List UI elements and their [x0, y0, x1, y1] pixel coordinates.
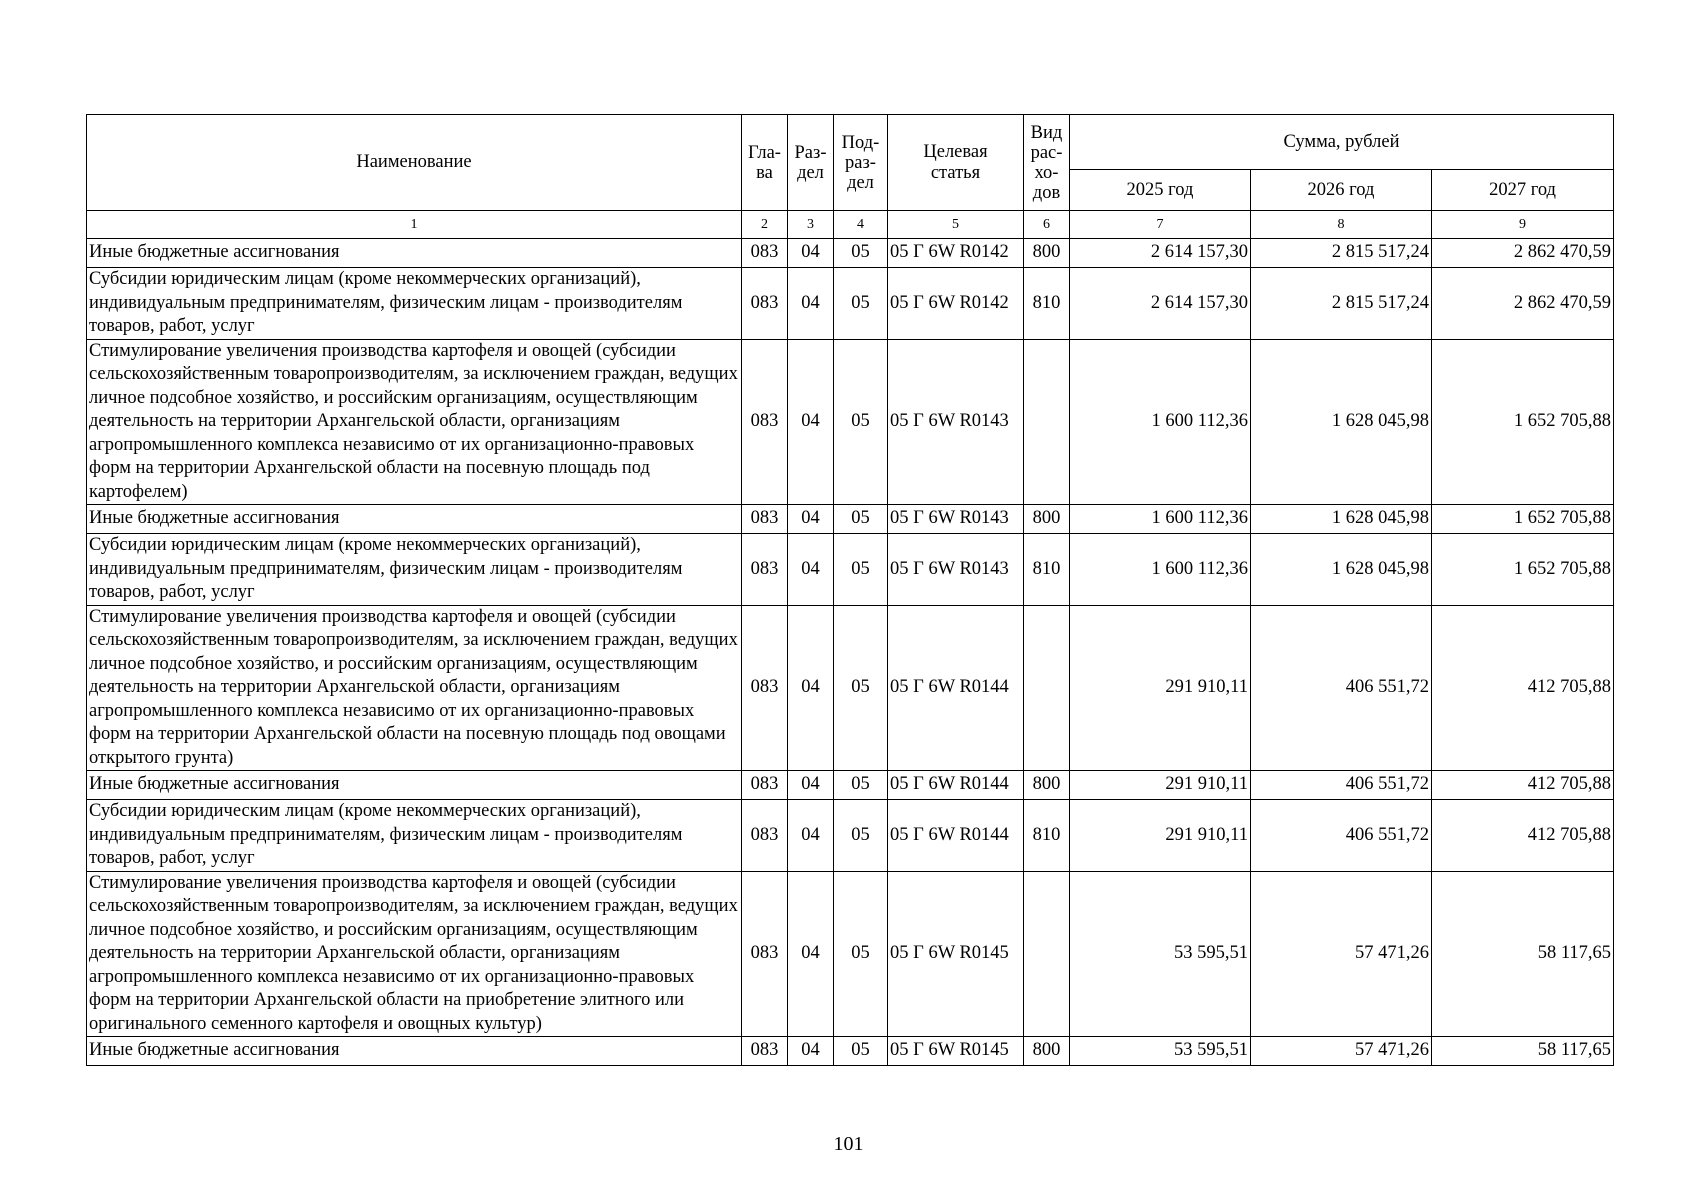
row-target: 05 Г 6W R0143 — [888, 339, 1024, 505]
row-chapter: 083 — [742, 505, 788, 534]
row-name: Стимулирование увеличения производства картофеля и овощей (субсидии сельскохозяйственным товаропроизводителям, за исключением граждан, ведущих личное подсобное хозяйство, и российским организациям, осуществляющим деятельность на территории Архангельской области, организациям агропромышленного комплекса независимо от их организационно-правовых форм на территории Архангельской области на посевную площадь под картофелем) — [87, 339, 742, 505]
row-name: Стимулирование увеличения производства картофеля и овощей (субсидии сельскохозяйственным товаропроизводителям, за исключением граждан, ведущих личное подсобное хозяйство, и российским организациям, осуществляющим деятельность на территории Архангельской области, организациям агропромышленного комплекса независимо от их организационно-правовых форм на территории Архангельской области на посевную площадь под овощами открытого грунта) — [87, 605, 742, 771]
row-chapter: 083 — [742, 239, 788, 268]
table-row — [87, 505, 1614, 534]
row-chapter: 083 — [742, 771, 788, 800]
row-name: Субсидии юридическим лицам (кроме некоммерческих организаций), индивидуальным предпринимателям, физическим лицам - производителям товаров, работ, услуг — [87, 268, 742, 340]
row-target: 05 Г 6W R0142 — [888, 239, 1024, 268]
row-section: 04 — [788, 1037, 834, 1066]
row-section: 04 — [788, 800, 834, 872]
header-chapter: Гла- ва — [742, 115, 788, 211]
row-subsection: 05 — [834, 871, 888, 1037]
budget-table — [86, 114, 1614, 1066]
row-section: 04 — [788, 268, 834, 340]
row-amount-2026: 57 471,26 — [1251, 1037, 1432, 1066]
row-amount-2026: 406 551,72 — [1251, 800, 1432, 872]
row-amount-2026: 406 551,72 — [1251, 605, 1432, 771]
row-name: Субсидии юридическим лицам (кроме некоммерческих организаций), индивидуальным предпринимателям, физическим лицам - производителям товаров, работ, услуг — [87, 534, 742, 606]
row-section: 04 — [788, 534, 834, 606]
row-name: Иные бюджетные ассигнования — [87, 771, 742, 800]
column-number: 1 — [87, 211, 742, 239]
row-amount-2026: 2 815 517,24 — [1251, 268, 1432, 340]
row-amount-2027: 1 652 705,88 — [1432, 339, 1614, 505]
table-row — [87, 239, 1614, 268]
column-number: 9 — [1432, 211, 1614, 239]
header-year-2026: 2026 год — [1251, 170, 1432, 211]
row-amount-2027: 412 705,88 — [1432, 605, 1614, 771]
row-amount-2027: 2 862 470,59 — [1432, 268, 1614, 340]
row-amount-2026: 1 628 045,98 — [1251, 534, 1432, 606]
header-section: Раз- дел — [788, 115, 834, 211]
page-number: 101 — [833, 1133, 864, 1155]
row-amount-2027: 1 652 705,88 — [1432, 505, 1614, 534]
column-number-row — [87, 211, 1614, 239]
table-row — [87, 800, 1614, 872]
row-subsection: 05 — [834, 534, 888, 606]
row-subsection: 05 — [834, 605, 888, 771]
table-row — [87, 1037, 1614, 1066]
header-year-2025: 2025 год — [1070, 170, 1251, 211]
row-chapter: 083 — [742, 339, 788, 505]
column-number: 8 — [1251, 211, 1432, 239]
row-amount-2026: 1 628 045,98 — [1251, 505, 1432, 534]
row-expense-type: 800 — [1024, 239, 1070, 268]
table-body — [87, 239, 1614, 1066]
row-expense-type: 810 — [1024, 534, 1070, 606]
row-target: 05 Г 6W R0144 — [888, 605, 1024, 771]
row-name: Иные бюджетные ассигнования — [87, 239, 742, 268]
row-amount-2025: 291 910,11 — [1070, 771, 1251, 800]
row-amount-2025: 1 600 112,36 — [1070, 505, 1251, 534]
row-amount-2025: 53 595,51 — [1070, 871, 1251, 1037]
row-name: Иные бюджетные ассигнования — [87, 505, 742, 534]
table-header — [87, 115, 1614, 239]
row-amount-2026: 2 815 517,24 — [1251, 239, 1432, 268]
row-subsection: 05 — [834, 505, 888, 534]
column-number: 4 — [834, 211, 888, 239]
row-name: Иные бюджетные ассигнования — [87, 1037, 742, 1066]
header-target: Целевая статья — [888, 115, 1024, 211]
row-expense-type: 800 — [1024, 771, 1070, 800]
table-row — [87, 871, 1614, 1037]
row-amount-2026: 57 471,26 — [1251, 871, 1432, 1037]
row-amount-2026: 1 628 045,98 — [1251, 339, 1432, 505]
row-section: 04 — [788, 339, 834, 505]
row-amount-2027: 58 117,65 — [1432, 1037, 1614, 1066]
row-subsection: 05 — [834, 800, 888, 872]
row-expense-type — [1024, 339, 1070, 505]
row-expense-type — [1024, 605, 1070, 771]
column-number: 7 — [1070, 211, 1251, 239]
row-target: 05 Г 6W R0144 — [888, 771, 1024, 800]
row-target: 05 Г 6W R0144 — [888, 800, 1024, 872]
row-amount-2025: 291 910,11 — [1070, 605, 1251, 771]
row-amount-2025: 291 910,11 — [1070, 800, 1251, 872]
row-amount-2027: 1 652 705,88 — [1432, 534, 1614, 606]
column-number: 2 — [742, 211, 788, 239]
row-subsection: 05 — [834, 771, 888, 800]
row-amount-2027: 2 862 470,59 — [1432, 239, 1614, 268]
row-amount-2027: 412 705,88 — [1432, 771, 1614, 800]
row-expense-type: 810 — [1024, 268, 1070, 340]
row-chapter: 083 — [742, 268, 788, 340]
header-expense-type: Вид рас- хо- дов — [1024, 115, 1070, 211]
row-subsection: 05 — [834, 1037, 888, 1066]
row-name: Субсидии юридическим лицам (кроме некоммерческих организаций), индивидуальным предпринимателям, физическим лицам - производителям товаров, работ, услуг — [87, 800, 742, 872]
row-target: 05 Г 6W R0143 — [888, 505, 1024, 534]
row-amount-2027: 58 117,65 — [1432, 871, 1614, 1037]
table-row — [87, 268, 1614, 340]
column-number: 3 — [788, 211, 834, 239]
row-target: 05 Г 6W R0143 — [888, 534, 1024, 606]
column-number: 6 — [1024, 211, 1070, 239]
row-amount-2025: 2 614 157,30 — [1070, 268, 1251, 340]
row-subsection: 05 — [834, 339, 888, 505]
row-section: 04 — [788, 605, 834, 771]
row-target: 05 Г 6W R0142 — [888, 268, 1024, 340]
header-name: Наименование — [87, 115, 742, 211]
row-expense-type: 800 — [1024, 1037, 1070, 1066]
row-target: 05 Г 6W R0145 — [888, 871, 1024, 1037]
row-expense-type — [1024, 871, 1070, 1037]
row-chapter: 083 — [742, 605, 788, 771]
row-chapter: 083 — [742, 1037, 788, 1066]
header-subsection: Под- раз- дел — [834, 115, 888, 211]
row-amount-2025: 1 600 112,36 — [1070, 534, 1251, 606]
row-name: Стимулирование увеличения производства картофеля и овощей (субсидии сельскохозяйственным товаропроизводителям, за исключением граждан, ведущих личное подсобное хозяйство, и российским организациям, осуществляющим деятельность на территории Архангельской области, организациям агропромышленного комплекса независимо от их организационно-правовых форм на территории Архангельской области на приобретение элитного или оригинального семенного картофеля и овощных культур) — [87, 871, 742, 1037]
row-amount-2025: 1 600 112,36 — [1070, 339, 1251, 505]
table-row — [87, 339, 1614, 505]
row-subsection: 05 — [834, 239, 888, 268]
row-section: 04 — [788, 771, 834, 800]
row-target: 05 Г 6W R0145 — [888, 1037, 1024, 1066]
table-row — [87, 605, 1614, 771]
row-chapter: 083 — [742, 800, 788, 872]
column-number: 5 — [888, 211, 1024, 239]
row-chapter: 083 — [742, 534, 788, 606]
row-amount-2027: 412 705,88 — [1432, 800, 1614, 872]
row-subsection: 05 — [834, 268, 888, 340]
row-amount-2026: 406 551,72 — [1251, 771, 1432, 800]
row-expense-type: 800 — [1024, 505, 1070, 534]
table-row — [87, 771, 1614, 800]
row-amount-2025: 53 595,51 — [1070, 1037, 1251, 1066]
row-section: 04 — [788, 505, 834, 534]
header-sum: Сумма, рублей — [1070, 115, 1614, 170]
row-section: 04 — [788, 871, 834, 1037]
row-expense-type: 810 — [1024, 800, 1070, 872]
row-amount-2025: 2 614 157,30 — [1070, 239, 1251, 268]
row-chapter: 083 — [742, 871, 788, 1037]
header-year-2027: 2027 год — [1432, 170, 1614, 211]
row-section: 04 — [788, 239, 834, 268]
table-row — [87, 534, 1614, 606]
